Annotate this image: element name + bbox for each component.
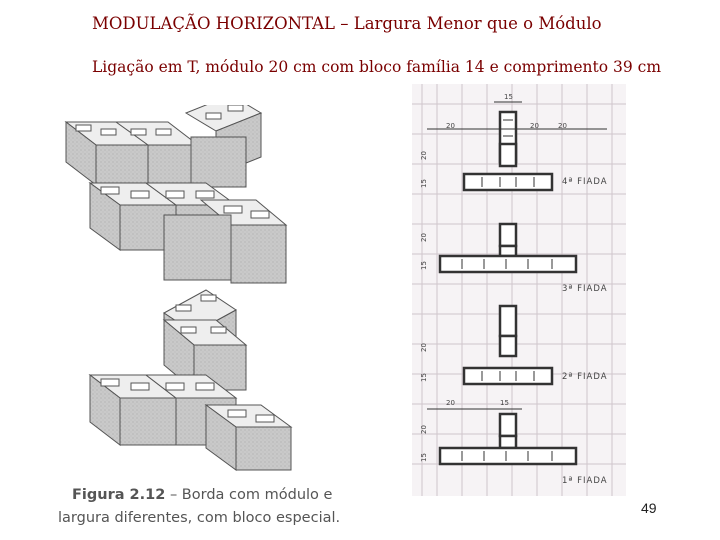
- dim-label: 15: [500, 399, 509, 407]
- dim-label: 20: [530, 122, 539, 130]
- course-label-4: 4ª FIADA: [562, 177, 608, 187]
- side-dim-label: 15: [420, 179, 428, 188]
- dim-label: 20: [446, 399, 455, 407]
- caption-label: Figura 2.12: [72, 487, 166, 503]
- figure-caption: [58, 484, 341, 530]
- dim-label: 15: [504, 93, 513, 101]
- course-label-1: 1ª FIADA: [562, 476, 608, 486]
- slide-title: MODULAÇÃO HORIZONTAL – Largura Menor que o Módulo: [92, 14, 602, 33]
- plan-view-figure: [412, 84, 626, 496]
- side-dim-label: 15: [420, 373, 428, 382]
- side-dim-label: 20: [420, 425, 428, 434]
- block-isometric-figure: [56, 105, 356, 490]
- dim-label: 20: [446, 122, 455, 130]
- course-4-blocks: [66, 105, 261, 187]
- course-label-3: 3ª FIADA: [562, 284, 608, 294]
- caption-line-1: – Borda com módulo e: [165, 487, 333, 503]
- side-dim-label: 15: [420, 261, 428, 270]
- course-1-blocks: [90, 375, 291, 470]
- side-dim-label: 20: [420, 151, 428, 160]
- page-number: 49: [641, 500, 657, 516]
- course-label-2: 2ª FIADA: [562, 372, 608, 382]
- slide-subtitle: Ligação em T, módulo 20 cm com bloco família 14 e comprimento 39 cm: [92, 58, 662, 76]
- dim-label: 20: [558, 122, 567, 130]
- course-3-blocks: [90, 183, 286, 283]
- side-dim-label: 15: [420, 453, 428, 462]
- side-dim-label: 20: [420, 233, 428, 242]
- caption-line-2: largura diferentes, com bloco especial.: [58, 510, 341, 526]
- side-dim-label: 20: [420, 343, 428, 352]
